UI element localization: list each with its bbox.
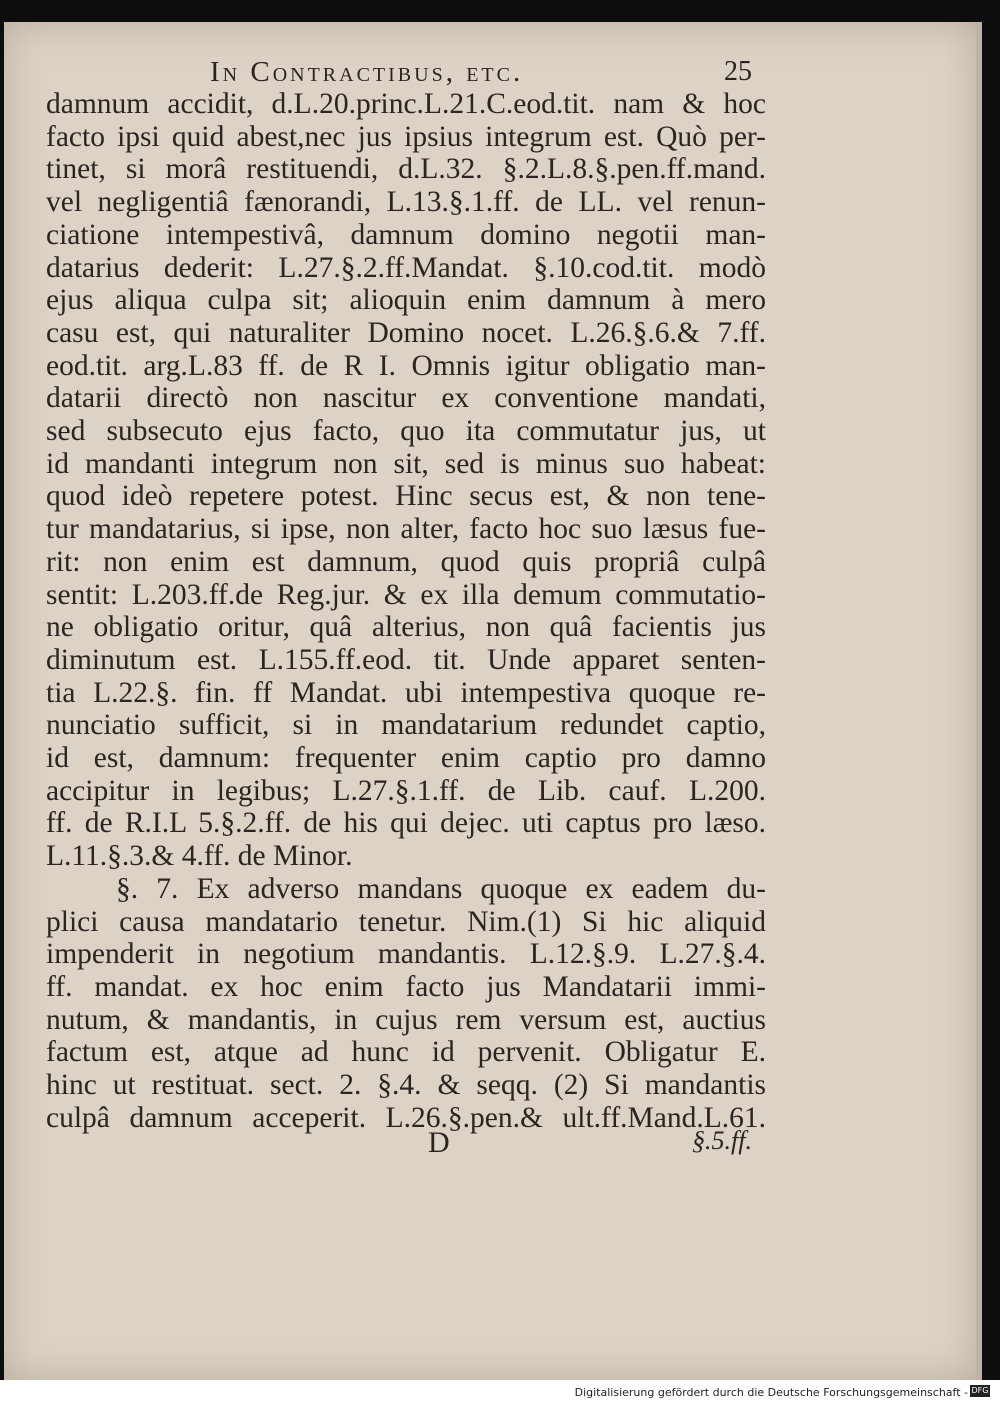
text-line: tia L.22.§. fin. ff Mandat. ubi intempestiva quoque re- xyxy=(46,676,766,709)
catchword: §.5.ff. xyxy=(692,1126,752,1155)
text-line: datarii directò non nascitur ex conventione mandati, xyxy=(46,382,766,415)
text-line: ff. mandat. ex hoc enim facto jus Mandatarii immi- xyxy=(46,970,766,1003)
text-line: ciatione intempestivâ, damnum domino negotii man- xyxy=(46,218,766,251)
text-line: id mandanti integrum non sit, sed is minus suo habeat: xyxy=(46,447,766,480)
text-line: tinet, si morâ restituendi, d.L.32. §.2.L.8.§.pen.ff.mand. xyxy=(46,153,766,186)
text-line: culpâ damnum acceperit. L.26.§.pen.& ult.ff.Mand.L.61. xyxy=(46,1101,766,1134)
signature-mark: D xyxy=(428,1126,450,1159)
text-line: ejus aliqua culpa sit; alioquin enim damnum à mero xyxy=(46,284,766,317)
text-line: factum est, atque ad hunc id pervenit. Obligatur E. xyxy=(46,1036,766,1069)
page-number: 25 xyxy=(724,56,752,87)
text-line: id est, damnum: frequenter enim captio pro damno xyxy=(46,742,766,775)
text-line: ne obligatio oritur, quâ alterius, non quâ facientis jus xyxy=(46,611,766,644)
paragraph-start: §. 7. Ex adverso mandans quoque ex eadem du- xyxy=(116,872,766,905)
text-line: hinc ut restituat. sect. 2. §.4. & seqq. (2) Si mandantis xyxy=(46,1069,766,1102)
digitization-credit: Digitalisierung gefördert durch die Deutsche Forschungsgemeinschaft - xyxy=(574,1386,968,1399)
text-line: datarius dederit: L.27.§.2.ff.Mandat. §.10.cod.tit. modò xyxy=(46,251,766,284)
text-line: casu est, qui naturaliter Domino nocet. L.26.§.6.& 7.ff. xyxy=(46,316,766,349)
text-line: impenderit in negotium mandantis. L.12.§.9. L.27.§.4. xyxy=(46,938,766,971)
text-line: eod.tit. arg.L.83 ff. de R I. Omnis igitur obligatio man- xyxy=(46,349,766,382)
text-line: plici causa mandatario tenetur. Nim.(1) Si hic aliquid xyxy=(46,905,766,938)
dfg-logo-icon: DFG xyxy=(971,1386,989,1395)
body-text xyxy=(46,88,766,1135)
text-line: damnum accidit, d.L.20.princ.L.21.C.eod.tit. nam & hoc xyxy=(46,88,766,120)
text-line: rit: non enim est damnum, quod quis propriâ culpâ xyxy=(46,545,766,578)
text-line: ff. de R.I.L 5.§.2.ff. de his qui dejec. uti captus pro læso. xyxy=(46,807,766,840)
text-line: sentit: L.203.ff.de Reg.jur. & ex illa demum commutatio- xyxy=(46,578,766,611)
text-line: vel negligentiâ fænorandi, L.13.§.1.ff. de LL. vel renun- xyxy=(46,186,766,219)
text-line: sed subsecuto ejus facto, quo ita commutatur jus, ut xyxy=(46,415,766,448)
text-line: L.11.§.3.& 4.ff. de Minor. xyxy=(46,840,353,873)
page-edge xyxy=(976,22,982,1380)
text-line: tur mandatarius, si ipse, non alter, facto hoc suo læsus fue- xyxy=(46,513,766,546)
text-line: nunciatio sufficit, si in mandatarium redundet captio, xyxy=(46,709,766,742)
text-line: facto ipsi quid abest,nec jus ipsius integrum est. Quò per- xyxy=(46,120,766,153)
text-line: quod ideò repetere potest. Hinc secus est, & non tene- xyxy=(46,480,766,513)
text-line: diminutum est. L.155.ff.eod. tit. Unde apparet senten- xyxy=(46,643,766,676)
text-line: accipitur in legibus; L.27.§.1.ff. de Lib. cauf. L.200. xyxy=(46,774,766,807)
running-head: In Contractibus, etc. xyxy=(210,56,524,88)
text-line: nutum, & mandantis, in cujus rem versum est, auctius xyxy=(46,1003,766,1036)
